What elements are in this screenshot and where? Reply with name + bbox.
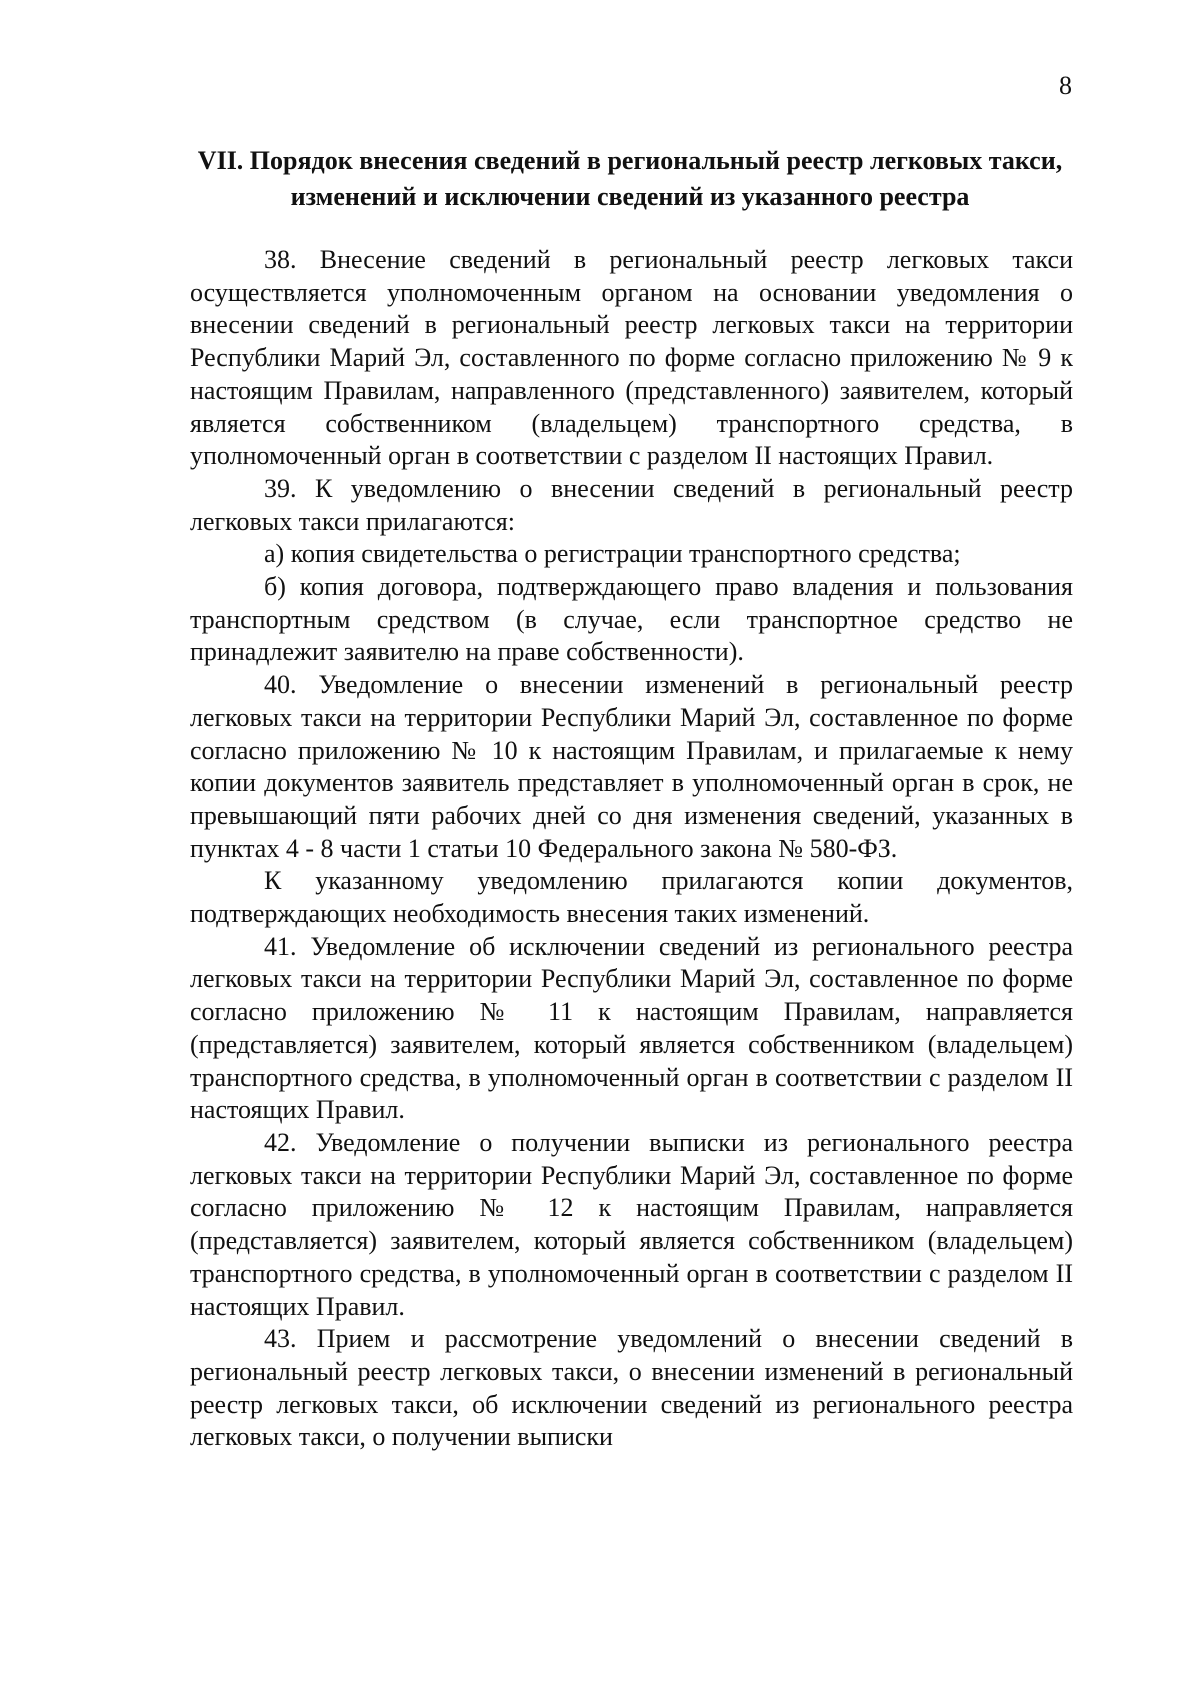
section-title: VII. Порядок внесения сведений в региональный реестр легковых такси, изменений и исключении сведений из указанного реестра [197,146,1063,211]
page-number: 8 [1059,71,1072,100]
paragraph-38: 38. Внесение сведений в региональный реестр легковых такси осуществляется уполномоченным органом на основании уведомления о внесении сведений в региональный реестр легковых такси на территории Республики Марий Эл, составленного по форме согласно приложению № 9 к настоящим Правилам, направленного (представленного) заявителем, который является собственником (владельцем) транспортного средства, в уполномоченный орган в соответствии с разделом II настоящих Правил. [190,245,1073,471]
paragraph-42: 42. Уведомление о получении выписки из регионального реестра легковых такси на территории Республики Марий Эл, составленное по форме согласно приложению № 12 к настоящим Правилам, направляется (представляется) заявителем, который является собственником (владельцем) транспортного средства, в уполномоченный орган в соответствии с разделом II настоящих Правил. [190,1127,1073,1321]
document-body [190,244,1073,1454]
paragraph-41: 41. Уведомление об исключении сведений из регионального реестра легковых такси на территории Республики Марий Эл, составленное по форме согласно приложению № 11 к настоящим Правилам, направляется (представляется) заявителем, который является собственником (владельцем) транспортного средства, в уполномоченный орган в соответствии с разделом II настоящих Правил. [190,931,1073,1125]
paragraph-43: 43. Прием и рассмотрение уведомлений о внесении сведений в региональный реестр легковых такси, о внесении изменений в региональный реестр легковых такси, об исключении сведений из регионального реестра легковых такси, о получении выписки [190,1324,1073,1452]
paragraph-40: 40. Уведомление о внесении изменений в региональный реестр легковых такси на территории Республики Марий Эл, составленное по форме согласно приложению № 10 к настоящим Правилам, и прилагаемые к нему копии документов заявитель представляет в уполномоченный орган в срок, не превышающий пяти рабочих дней со дня изменения сведений, указанных в пунктах 4 - 8 части 1 статьи 10 Федерального закона № 580-ФЗ. [190,670,1073,863]
paragraph-40-continuation: К указанному уведомлению прилагаются копии документов, подтверждающих необходимость внесения таких изменений. [190,866,1073,929]
paragraph-39: 39. К уведомлению о внесении сведений в региональный реестр легковых такси прилагаются: [190,473,1073,536]
paragraph-39-item-a: а) копия свидетельства о регистрации транспортного средства; [264,539,961,569]
paragraph-39-item-b: б) копия договора, подтверждающего право владения и пользования транспортным средством (в случае, если транспортное средство не принадлежит заявителю на праве собственности). [190,572,1073,667]
